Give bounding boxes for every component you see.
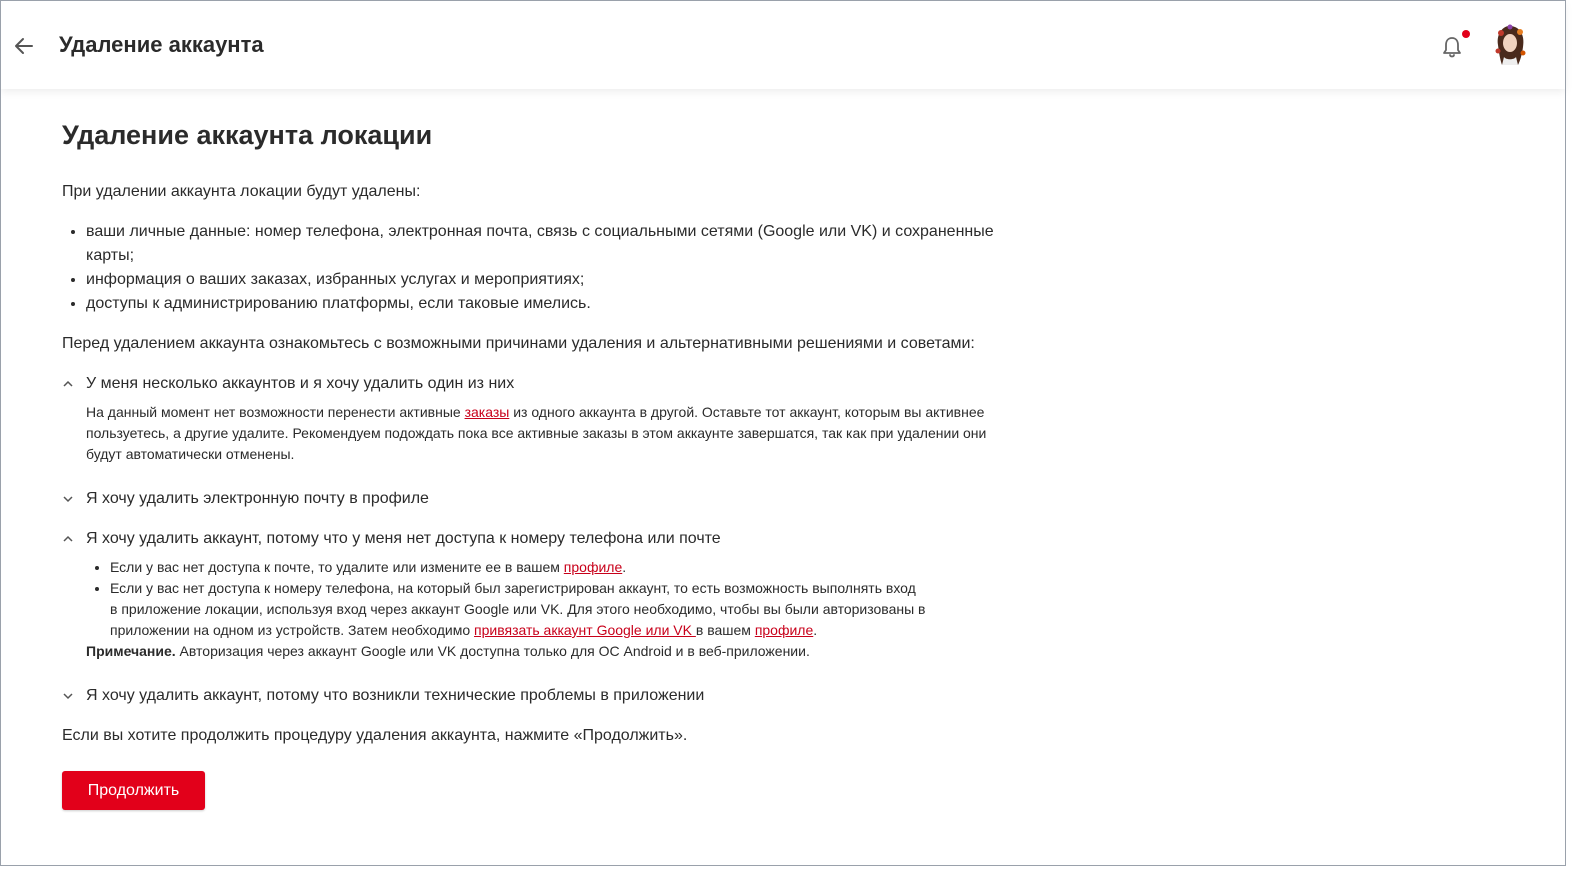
accordion-item-no-access	[62, 527, 1022, 662]
avatar[interactable]	[1490, 23, 1530, 67]
accordion-title: Я хочу удалить электронную почту в профиле	[86, 490, 429, 507]
accordion-body	[62, 402, 1022, 465]
accordion-header[interactable]	[62, 487, 1022, 511]
accordion-header[interactable]	[62, 684, 1022, 708]
note-label: Примечание.	[86, 643, 176, 659]
chevron-up-icon	[62, 527, 86, 551]
list-item	[110, 557, 926, 578]
accordion-title: Я хочу удалить аккаунт, потому что возникли технические проблемы в приложении	[86, 687, 705, 704]
profile-link[interactable]: профиле	[754, 622, 814, 638]
page-title: Удаление аккаунта локации	[62, 120, 433, 150]
list-item: • информация о ваших заказах, избранных услугах и мероприятиях;	[86, 268, 1022, 292]
deleted-data-list	[62, 220, 1022, 316]
accordion-title: У меня несколько аккаунтов и я хочу удалить один из них	[86, 375, 515, 392]
back-button[interactable]	[13, 35, 35, 57]
note-text: Авторизация через аккаунт Google или VK доступна только для ОС Android и в веб-приложении.	[175, 643, 810, 659]
arrow-left-icon	[13, 35, 35, 57]
page-header-title: Удаление аккаунта	[59, 32, 264, 57]
main-content	[62, 120, 1022, 748]
list-item	[110, 578, 926, 641]
orders-link[interactable]: заказы	[464, 404, 510, 420]
app-header	[1, 1, 1565, 89]
accordion-item-delete-email	[62, 487, 1022, 511]
note	[86, 641, 926, 662]
chevron-down-icon	[62, 684, 86, 708]
link-google-vk-link[interactable]: привязать аккаунт Google или VK	[474, 622, 696, 638]
profile-link[interactable]: профиле	[563, 559, 623, 575]
chevron-up-icon	[62, 372, 86, 396]
list-item-text: Если у вас нет доступа к номеру телефона, на который был зарегистрирован аккаунт, то есть возможность выполнять вход в приложение локации, используя вход через аккаунт Google или VK. Для этого необходимо, чтобы вы были авторизованы в приложении на одном из устройств. Затем необходимо	[110, 580, 926, 638]
notification-badge	[1462, 30, 1470, 38]
chevron-down-icon	[62, 487, 86, 511]
intro-text: При удалении аккаунта локации будут удалены:	[62, 183, 421, 200]
accordion-text: На данный момент нет возможности перенести активные	[86, 404, 465, 420]
accordion-text: из одного аккаунта в другой. Оставьте тот аккаунт, которым вы активнее пользуетесь, а другие удалите. Рекомендуем подождать пока все активные заказы в этом аккаунте завершатся, так как при удалении они будут автоматически отменены.	[86, 404, 987, 462]
user-avatar-image	[1490, 23, 1530, 67]
list-item: • ваши личные данные: номер телефона, электронная почта, связь с социальными сетями (Google или VK) и сохраненные карты;	[86, 220, 1022, 268]
accordion-title: Я хочу удалить аккаунт, потому что у меня нет доступа к номеру телефона или почте	[86, 530, 721, 547]
accordion-body	[62, 557, 926, 662]
accordion-item-technical-problems	[62, 684, 1022, 708]
no-access-list	[86, 557, 926, 641]
list-item-text: Если у вас нет доступа к почте, то удалите или измените ее в вашем	[110, 559, 564, 575]
accordion-item-multiple-accounts	[62, 372, 1022, 465]
notifications-button[interactable]	[1441, 35, 1463, 59]
continue-text: Если вы хотите продолжить процедуру удаления аккаунта, нажмите «Продолжить».	[62, 727, 688, 744]
continue-button[interactable]: Продолжить	[62, 771, 205, 810]
list-item-text: .	[622, 559, 627, 575]
list-item-text: в вашем	[695, 622, 755, 638]
bell-icon	[1441, 35, 1463, 59]
accordion-header[interactable]	[62, 527, 1022, 551]
list-item-text: .	[813, 622, 818, 638]
before-delete-text: Перед удалением аккаунта ознакомьтесь с возможными причинами удаления и альтернативными решениями и советами:	[62, 335, 975, 352]
list-item: • доступы к администрированию платформы, если таковые имелись.	[86, 292, 1022, 316]
accordion-header[interactable]	[62, 372, 1022, 396]
